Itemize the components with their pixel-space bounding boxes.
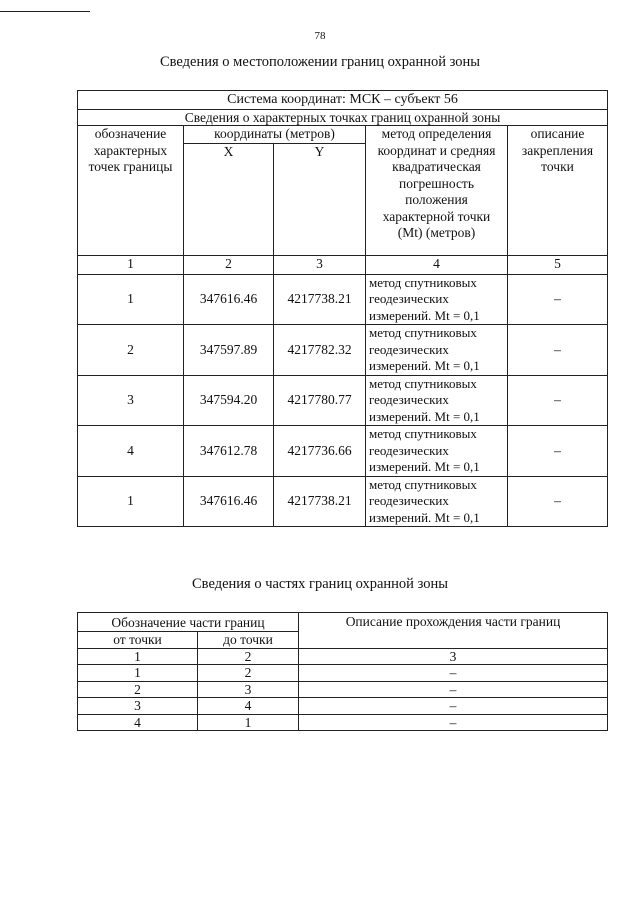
header-part: Обозначение части границ	[78, 613, 299, 632]
cell-y: 4217780.77	[274, 375, 366, 426]
header-description: Описание прохождения части границ	[299, 613, 608, 649]
col-number: 3	[274, 255, 366, 274]
col-number: 1	[78, 648, 198, 665]
cell-point: 4	[78, 426, 184, 477]
cell-description: –	[299, 698, 608, 715]
cell-method: метод спутниковых геодезических измерений. Mt = 0,1	[366, 426, 508, 477]
table-row	[78, 426, 608, 477]
section2-title: Сведения о частях границ охранной зоны	[192, 576, 448, 592]
coordinate-system: Система координат: МСК – субъект 56	[78, 91, 608, 110]
cell-method: метод спутниковых геодезических измерений. Mt = 0,1	[366, 476, 508, 527]
cell-to: 3	[198, 681, 299, 698]
header-point: обозначение характерных точек границы	[78, 126, 184, 256]
header-method: метод определения координат и средняя квадратическая погрешность положения характерной точки (Mt) (метров)	[366, 126, 508, 256]
cell-x: 347597.89	[184, 325, 274, 376]
cell-fixing: –	[508, 426, 608, 477]
cell-from: 1	[78, 665, 198, 682]
cell-to: 2	[198, 665, 299, 682]
top-rule	[0, 11, 90, 12]
header-y: Y	[274, 143, 366, 255]
cell-fixing: –	[508, 274, 608, 325]
header-x: X	[184, 143, 274, 255]
cell-method: метод спутниковых геодезических измерений. Mt = 0,1	[366, 274, 508, 325]
cell-fixing: –	[508, 375, 608, 426]
cell-method: метод спутниковых геодезических измерений. Mt = 0,1	[366, 325, 508, 376]
table-subtitle: Сведения о характерных точках границ охранной зоны	[78, 110, 608, 126]
col-number: 2	[198, 648, 299, 665]
cell-from: 4	[78, 714, 198, 731]
page-number: 78	[314, 30, 326, 42]
cell-point: 3	[78, 375, 184, 426]
cell-y: 4217738.21	[274, 476, 366, 527]
cell-from: 3	[78, 698, 198, 715]
cell-x: 347616.46	[184, 476, 274, 527]
cell-y: 4217738.21	[274, 274, 366, 325]
cell-x: 347612.78	[184, 426, 274, 477]
cell-point: 1	[78, 274, 184, 325]
cell-point: 1	[78, 476, 184, 527]
table-row	[78, 714, 608, 731]
header-fixing: описание закрепления точки	[508, 126, 608, 256]
cell-x: 347616.46	[184, 274, 274, 325]
header-from: от точки	[78, 632, 198, 649]
header-to: до точки	[198, 632, 299, 649]
cell-description: –	[299, 665, 608, 682]
col-number: 5	[508, 255, 608, 274]
header-coords: координаты (метров)	[184, 126, 366, 144]
table-row	[78, 274, 608, 325]
cell-point: 2	[78, 325, 184, 376]
table-row	[78, 476, 608, 527]
cell-method: метод спутниковых геодезических измерений. Mt = 0,1	[366, 375, 508, 426]
column-numbers-row	[78, 648, 608, 665]
cell-y: 4217782.32	[274, 325, 366, 376]
boundary-parts-table	[77, 612, 608, 731]
col-number: 4	[366, 255, 508, 274]
column-numbers-row	[78, 255, 608, 274]
table-row	[78, 681, 608, 698]
section1-title: Сведения о местоположении границ охранной зоны	[159, 54, 480, 70]
cell-description: –	[299, 681, 608, 698]
cell-to: 1	[198, 714, 299, 731]
cell-description: –	[299, 714, 608, 731]
cell-fixing: –	[508, 476, 608, 527]
table-row	[78, 698, 608, 715]
cell-y: 4217736.66	[274, 426, 366, 477]
col-number: 3	[299, 648, 608, 665]
cell-from: 2	[78, 681, 198, 698]
cell-fixing: –	[508, 325, 608, 376]
table-row	[78, 375, 608, 426]
boundary-points-table	[77, 90, 608, 527]
table-row	[78, 325, 608, 376]
cell-to: 4	[198, 698, 299, 715]
col-number: 2	[184, 255, 274, 274]
table-row	[78, 665, 608, 682]
col-number: 1	[78, 255, 184, 274]
cell-x: 347594.20	[184, 375, 274, 426]
